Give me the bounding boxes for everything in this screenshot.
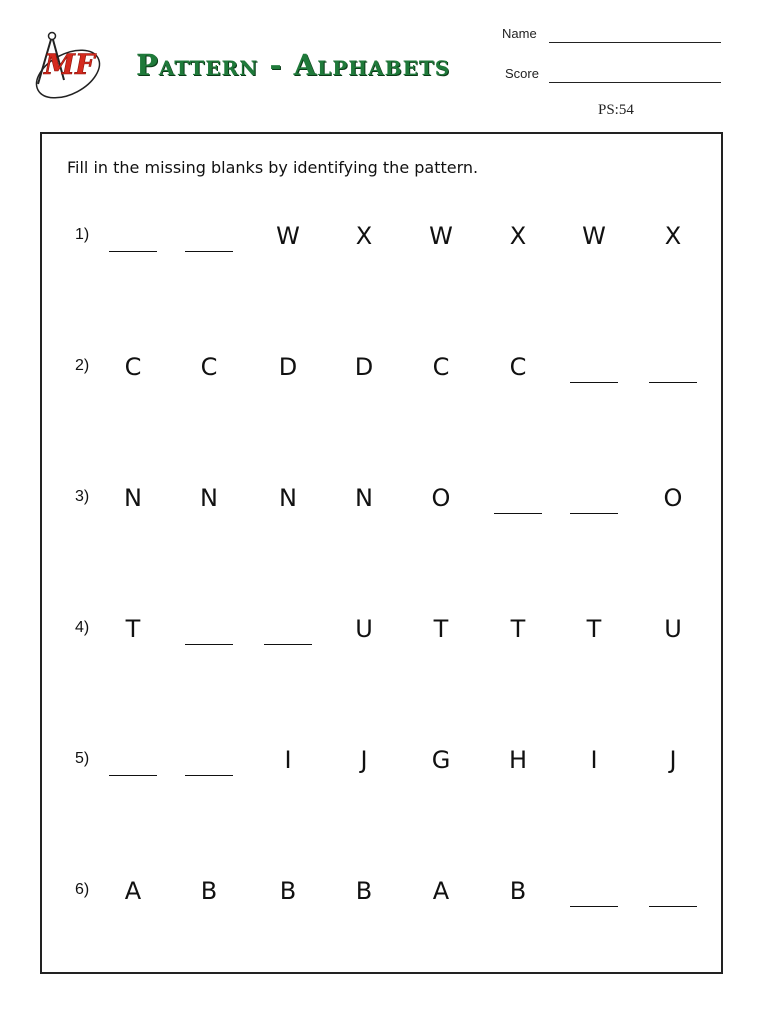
pattern-letter: B: [200, 877, 218, 905]
score-field-line[interactable]: [549, 82, 721, 83]
pattern-letter: I: [590, 746, 598, 774]
answer-blank[interactable]: [258, 617, 318, 645]
blank-underline: [185, 775, 233, 776]
pattern-letter: C: [124, 353, 142, 381]
pattern-letter: W: [276, 222, 300, 250]
logo-compass-hinge: [49, 33, 56, 40]
blank-underline: [109, 251, 157, 252]
pattern-letter: I: [284, 746, 292, 774]
pattern-letter: U: [355, 615, 373, 643]
pattern-letter: C: [509, 353, 527, 381]
pattern-letter: G: [431, 746, 451, 774]
pattern-letter: A: [124, 877, 142, 905]
pattern-letter: T: [586, 615, 602, 643]
pattern-letter: D: [278, 353, 298, 381]
worksheet-frame: [40, 132, 723, 974]
blank-underline: [570, 906, 618, 907]
question-number: 5): [75, 750, 90, 767]
answer-blank[interactable]: [564, 879, 624, 907]
pattern-letter: X: [509, 222, 527, 250]
pattern-letter: U: [664, 615, 682, 643]
blank-underline: [570, 513, 618, 514]
answer-blank[interactable]: [643, 879, 703, 907]
pattern-letter: O: [663, 484, 683, 512]
pattern-letter: W: [429, 222, 453, 250]
answer-blank[interactable]: [643, 355, 703, 383]
blank-underline: [494, 513, 542, 514]
score-label: Score: [505, 66, 539, 81]
blank-underline: [109, 775, 157, 776]
pattern-letter: O: [431, 484, 451, 512]
pattern-letter: N: [124, 484, 142, 512]
pattern-letter: J: [360, 746, 368, 774]
answer-blank[interactable]: [103, 224, 163, 252]
question-number: 1): [75, 226, 90, 243]
pattern-letter: B: [355, 877, 373, 905]
name-label: Name: [502, 26, 537, 41]
blank-underline: [570, 382, 618, 383]
pattern-letter: T: [433, 615, 449, 643]
instructions: Fill in the missing blanks by identifying the pattern.: [67, 158, 479, 177]
blank-underline: [185, 644, 233, 645]
pattern-letter: X: [355, 222, 373, 250]
question-number: 3): [75, 488, 90, 505]
name-field-line[interactable]: [549, 42, 721, 43]
answer-blank[interactable]: [179, 224, 239, 252]
pattern-letter: N: [279, 484, 297, 512]
blank-underline: [185, 251, 233, 252]
pattern-letter: D: [354, 353, 374, 381]
answer-blank[interactable]: [564, 486, 624, 514]
answer-blank[interactable]: [564, 355, 624, 383]
pattern-letter: B: [279, 877, 297, 905]
blank-underline: [649, 906, 697, 907]
answer-blank[interactable]: [488, 486, 548, 514]
pattern-letter: H: [508, 746, 528, 774]
pattern-letter: C: [200, 353, 218, 381]
pattern-letter: T: [125, 615, 141, 643]
pattern-letter: T: [510, 615, 526, 643]
logo-text: MF: [44, 48, 95, 81]
pattern-letter: X: [664, 222, 682, 250]
question-number: 6): [75, 881, 90, 898]
mf-logo: [32, 30, 110, 100]
blank-underline: [264, 644, 312, 645]
answer-blank[interactable]: [179, 617, 239, 645]
question-number: 4): [75, 619, 90, 636]
answer-blank[interactable]: [103, 748, 163, 776]
question-number: 2): [75, 357, 90, 374]
pattern-letter: C: [432, 353, 450, 381]
blank-underline: [649, 382, 697, 383]
answer-blank[interactable]: [179, 748, 239, 776]
page-title: Pattern - Alphabets: [136, 48, 451, 82]
pattern-letter: N: [355, 484, 373, 512]
pattern-letter: A: [432, 877, 450, 905]
worksheet-code: PS:54: [598, 102, 634, 118]
pattern-letter: N: [200, 484, 218, 512]
pattern-letter: J: [669, 746, 677, 774]
pattern-letter: W: [582, 222, 606, 250]
pattern-letter: B: [509, 877, 527, 905]
